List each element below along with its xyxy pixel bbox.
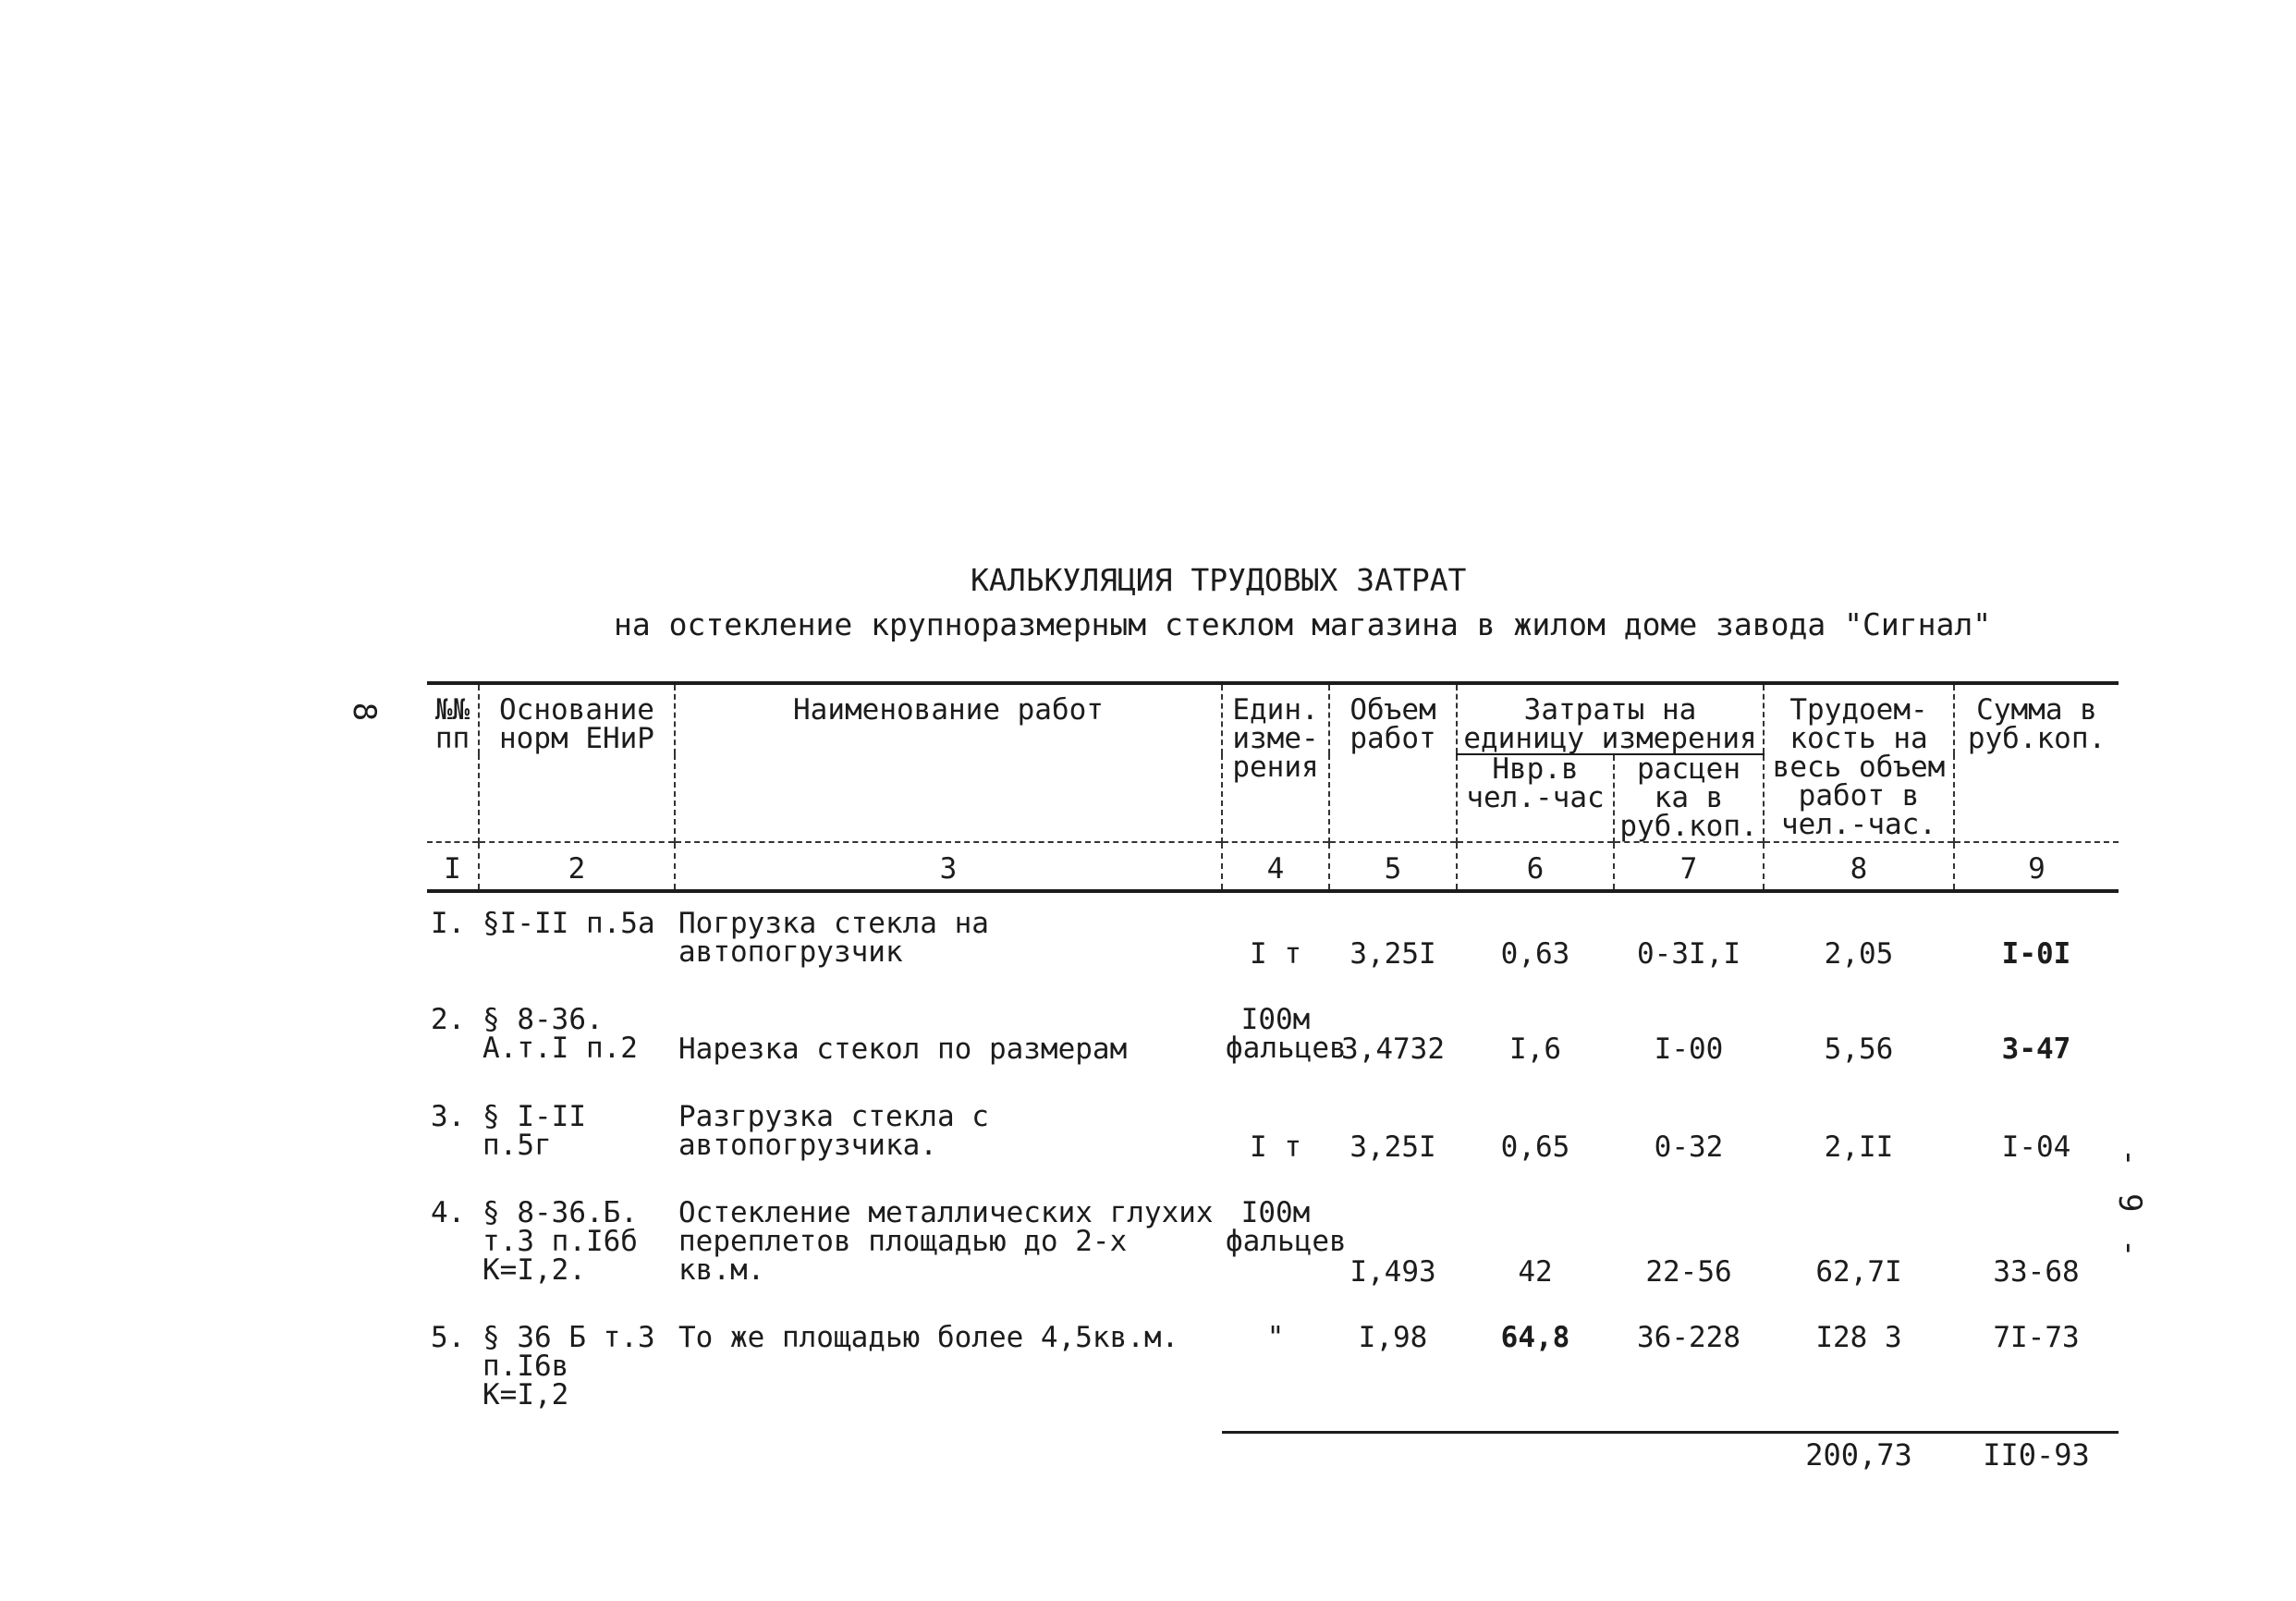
row-time-norm: I,6	[1509, 1033, 1561, 1066]
header-time-norm: Нвр.в чел.-час	[1457, 754, 1614, 842]
row-work-name: Погрузка стекла на автопогрузчик	[678, 907, 989, 969]
row-basis: § 8-36. А.т.I п.2	[482, 1003, 638, 1065]
header-labor-intensity: Трудоем- кость на весь объем работ в чел.-час.	[1764, 683, 1954, 842]
header-number: №№ пп	[427, 683, 479, 842]
column-number: 3	[675, 842, 1222, 891]
table-row	[427, 1182, 2119, 1307]
row-number: 4.	[431, 1196, 466, 1229]
row-work-name: То же площадью более 4,5кв.м.	[678, 1321, 1179, 1354]
row-volume: 3,25I	[1350, 1130, 1436, 1164]
row-sum: I-0I	[2001, 937, 2071, 971]
labor-calculation-table	[427, 681, 2119, 1473]
row-unit: "	[1266, 1321, 1285, 1354]
header-rate: расцен ка в руб.коп.	[1614, 754, 1764, 842]
row-time-norm: 0,65	[1500, 1130, 1570, 1164]
margin-page-mark: 8	[346, 702, 384, 722]
row-rate: 36-228	[1637, 1321, 1740, 1354]
document-title: КАЛЬКУЛЯЦИЯ ТРУДОВЫХ ЗАТРАТ	[971, 562, 1467, 598]
row-time-norm: 64,8	[1500, 1321, 1570, 1354]
page-number: - 9 -	[2111, 1148, 2148, 1262]
row-rate: I-00	[1654, 1033, 1724, 1066]
row-number: 3.	[431, 1100, 466, 1133]
column-number: 5	[1329, 842, 1457, 891]
row-number: 5.	[431, 1321, 466, 1354]
row-basis: §I-II п.5а	[482, 907, 655, 940]
row-sum: I-04	[2001, 1130, 2071, 1164]
header-work-name: Наименование работ	[675, 683, 1222, 842]
column-number: 6	[1457, 842, 1614, 891]
row-unit: I00м фальцев	[1226, 1196, 1347, 1258]
row-unit: I00м фальцев	[1226, 1003, 1347, 1065]
table-row	[427, 989, 2119, 1086]
row-labor-intensity: 5,56	[1824, 1033, 1894, 1066]
header-unit-costs-group: Затраты на единицу измерения	[1457, 683, 1764, 754]
column-number: 7	[1614, 842, 1764, 891]
header-sum: Сумма в руб.коп.	[1954, 683, 2119, 842]
row-sum: 7I-73	[1993, 1321, 2080, 1354]
row-labor-intensity: 2,II	[1824, 1130, 1894, 1164]
header-unit: Един. изме- рения	[1222, 683, 1329, 842]
row-basis: § 36 Б т.3 п.I6в К=I,2	[482, 1321, 655, 1412]
row-work-name: Нарезка стекол по размерам	[678, 1033, 1128, 1066]
table-row	[427, 891, 2119, 989]
row-work-name: Остекление металлических глухих переплетов площадью до 2-х кв.м.	[678, 1196, 1214, 1287]
row-rate: 22-56	[1645, 1255, 1732, 1289]
table-row	[427, 1307, 2119, 1432]
table-row	[427, 1086, 2119, 1182]
column-number: 8	[1764, 842, 1954, 891]
row-volume: 3,25I	[1350, 937, 1436, 971]
header-basis: Основание норм ЕНиР	[479, 683, 675, 842]
row-rate: 0-32	[1654, 1130, 1724, 1164]
row-sum: 33-68	[1993, 1255, 2080, 1289]
row-time-norm: 0,63	[1500, 937, 1570, 971]
row-number: I.	[431, 907, 466, 940]
column-number-row	[427, 842, 2119, 891]
column-number: I	[427, 842, 479, 891]
column-number: 2	[479, 842, 675, 891]
document-subtitle: на остекление крупноразмерным стеклом магазина в жилом доме завода "Сигнал"	[614, 606, 1992, 642]
row-unit: I т	[1250, 1130, 1301, 1164]
row-basis: § I-II п.5г	[482, 1100, 586, 1162]
row-time-norm: 42	[1518, 1255, 1553, 1289]
row-number: 2.	[431, 1003, 466, 1036]
row-rate: 0-3I,I	[1637, 937, 1740, 971]
total-sum: II0-93	[1954, 1432, 2119, 1470]
total-labor-intensity: 200,73	[1764, 1432, 1954, 1470]
row-basis: § 8-36.Б. т.3 п.I6б К=I,2.	[482, 1196, 638, 1287]
table-header-row	[427, 683, 2119, 754]
row-volume: I,98	[1358, 1321, 1428, 1354]
column-number: 4	[1222, 842, 1329, 891]
row-sum: 3-47	[2001, 1033, 2071, 1066]
column-number: 9	[1954, 842, 2119, 891]
row-labor-intensity: 2,05	[1824, 937, 1894, 971]
row-work-name: Разгрузка стекла с автопогрузчика.	[678, 1100, 989, 1162]
header-volume: Объем работ	[1329, 683, 1457, 842]
row-labor-intensity: 62,7I	[1815, 1255, 1902, 1289]
row-labor-intensity: I28 3	[1815, 1321, 1902, 1354]
row-volume: I,493	[1350, 1255, 1436, 1289]
row-unit: I т	[1250, 937, 1301, 971]
row-volume: 3,4732	[1341, 1033, 1445, 1066]
totals-row	[427, 1432, 2119, 1470]
